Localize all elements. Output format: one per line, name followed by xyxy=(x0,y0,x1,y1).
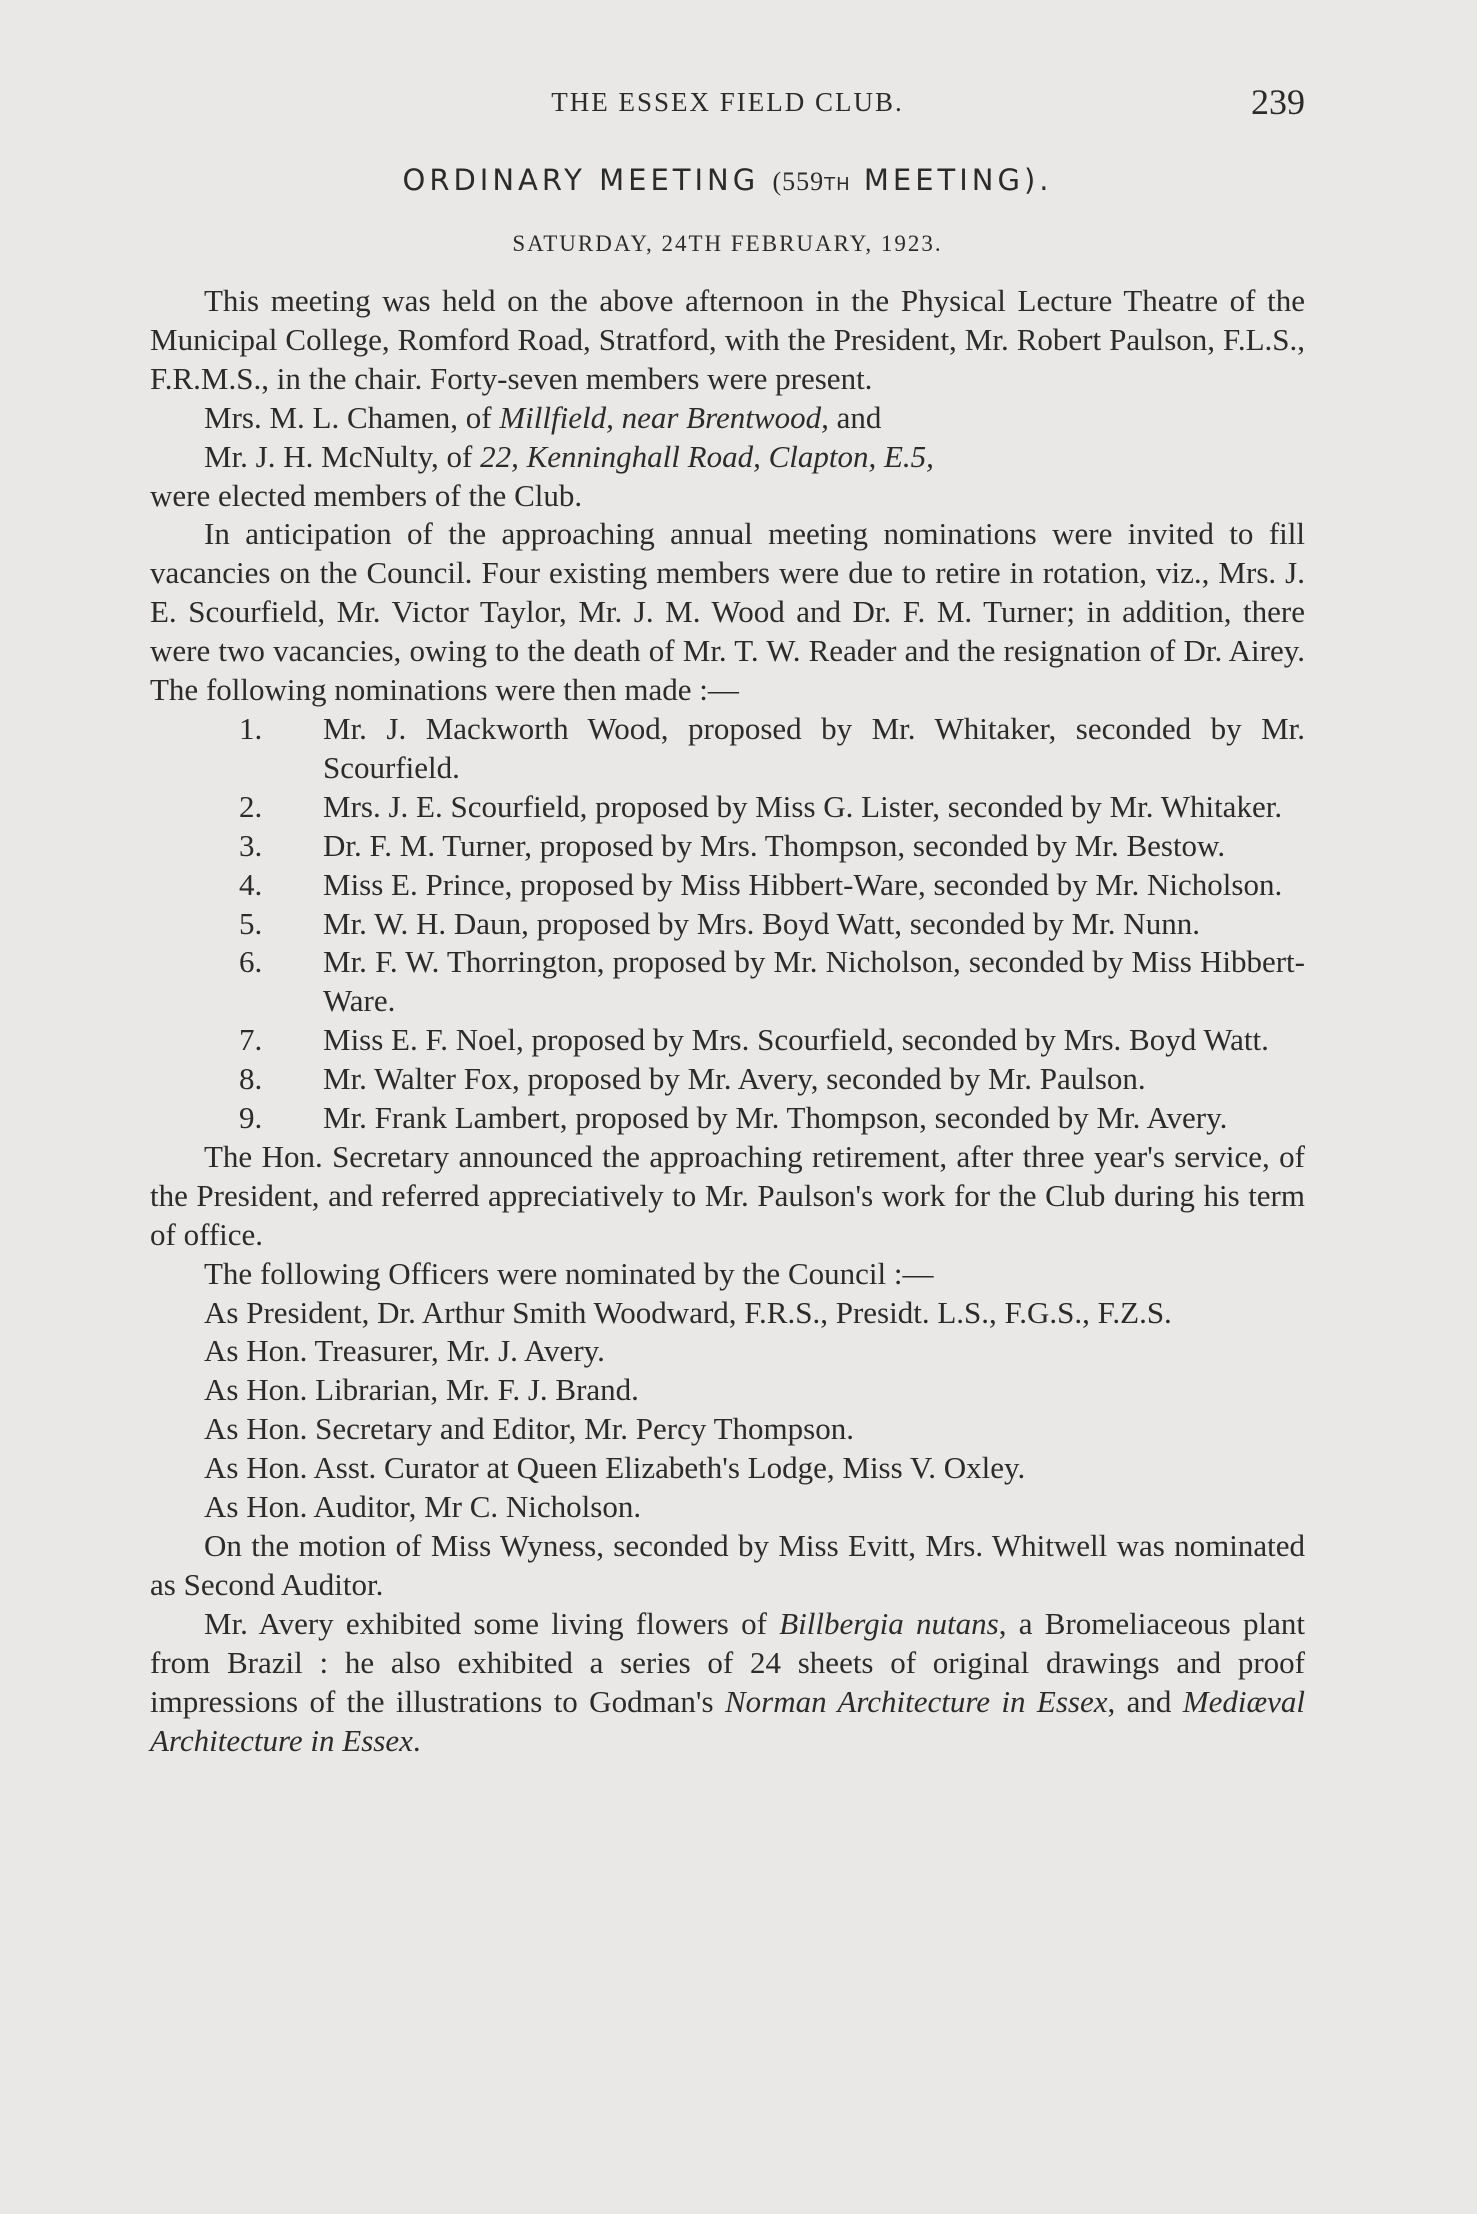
nomination-item xyxy=(150,866,1305,905)
elected-member-1 xyxy=(150,399,1305,438)
species-name: Billbergia nutans xyxy=(779,1605,999,1641)
nomination-number: 3. xyxy=(239,827,263,863)
heading-main: ORDINARY MEETING xyxy=(402,163,760,197)
elected-address: Millfield, near Brentwood, xyxy=(499,399,829,435)
nomination-text: Miss E. Prince, proposed by Miss Hibbert-Ware, seconded by Mr. Nicholson. xyxy=(323,866,1283,902)
meeting-date: SATURDAY, 24TH FEBRUARY, 1923. xyxy=(512,231,943,256)
nominations-list xyxy=(150,710,1305,1138)
elected-name: Mr. J. H. McNulty, of xyxy=(204,438,481,474)
elected-name: Mrs. M. L. Chamen, of xyxy=(204,399,500,435)
exhibit-text: . xyxy=(412,1722,421,1758)
officer-auditor: As Hon. Auditor, Mr C. Nicholson. xyxy=(204,1489,642,1525)
nomination-number: 9. xyxy=(239,1100,263,1136)
nomination-item xyxy=(150,1060,1305,1099)
nomination-item xyxy=(150,905,1305,944)
heading-ordinal: TH xyxy=(824,174,851,195)
exhibit-text: Mr. Avery exhibited some living flowers of xyxy=(204,1605,780,1641)
nomination-item xyxy=(150,943,1305,1021)
nomination-number: 2. xyxy=(239,788,263,824)
nomination-number: 8. xyxy=(239,1061,263,1097)
officer-treasurer: As Hon. Treasurer, Mr. J. Avery. xyxy=(204,1333,605,1369)
nomination-item xyxy=(150,1099,1305,1138)
elected-member-2 xyxy=(150,438,1305,477)
nomination-number: 1. xyxy=(239,710,263,746)
nomination-number: 4. xyxy=(239,866,263,902)
elected-close: were elected members of the Club. xyxy=(150,477,583,513)
officers-intro: The following Officers were nominated by the Council :— xyxy=(204,1255,934,1291)
nomination-text: Dr. F. M. Turner, proposed by Mrs. Thompson, seconded by Mr. Bestow. xyxy=(323,827,1226,863)
nomination-item xyxy=(150,788,1305,827)
nomination-text: Mr. J. Mackworth Wood, proposed by Mr. Whitaker, seconded by Mr. Scourfield. xyxy=(323,710,1305,785)
officer-secretary: As Hon. Secretary and Editor, Mr. Percy Thompson. xyxy=(204,1411,854,1447)
book-title: Mediæval Architecture in Essex xyxy=(150,1683,1306,1758)
nomination-number: 6. xyxy=(239,944,263,980)
book-title: Norman Architecture in Essex xyxy=(724,1683,1108,1719)
nomination-number: 5. xyxy=(239,905,263,941)
nomination-text: Mrs. J. E. Scourfield, proposed by Miss G. Lister, seconded by Mr. Whitaker. xyxy=(323,788,1283,824)
body-text xyxy=(150,282,1305,1760)
officer-curator: As Hon. Asst. Curator at Queen Elizabeth's Lodge, Miss V. Oxley. xyxy=(204,1450,1026,1486)
anticipation-paragraph: In anticipation of the approaching annual meeting nominations were invited to fill vacancies on the Council. Four existing members were due to retire in rotation, viz., Mrs. J. E. Scourfield, Mr. Victor Taylor, Mr. J. M. Wood and Dr. F. M. Turner; in addition, there were two vacancies, owing to the death of Mr. T. W. Reader and the resignation of Dr. Airey. The following nominations were then made :— xyxy=(150,516,1305,708)
nomination-text: Mr. F. W. Thorrington, proposed by Mr. Nicholson, seconded by Miss Hibbert-Ware. xyxy=(323,944,1305,1019)
heading-rest: MEETING). xyxy=(863,163,1053,197)
nomination-text: Mr. Walter Fox, proposed by Mr. Avery, seconded by Mr. Paulson. xyxy=(323,1061,1146,1097)
exhibit-text: , a Bromeliaceous plant from Brazil : he also exhibited a series of 24 sheets of original drawings and proof impressions of the illustrations to Godman's xyxy=(150,1605,1305,1719)
elected-tail: and xyxy=(828,399,882,435)
intro-paragraph: This meeting was held on the above afternoon in the Physical Lecture Theatre of the Municipal College, Romford Road, Stratford, with the President, Mr. Robert Paulson, F.L.S., F.R.M.S., in the chair. Forty-seven members were present. xyxy=(150,283,1305,396)
page-number: 239 xyxy=(1251,82,1305,122)
nomination-text: Mr. W. H. Daun, proposed by Mrs. Boyd Watt, seconded by Mr. Nunn. xyxy=(323,905,1200,941)
officer-president: As President, Dr. Arthur Smith Woodward, F.R.S., Presidt. L.S., F.G.S., F.Z.S. xyxy=(204,1294,1172,1330)
exhibit-text: , and xyxy=(1107,1683,1183,1719)
heading-number: (559 xyxy=(772,167,825,196)
retirement-paragraph: The Hon. Secretary announced the approaching retirement, after three year's service, of the President, and referred appreciatively to Mr. Paulson's work for the Club during his term of office. xyxy=(150,1138,1305,1252)
nomination-text: Miss E. F. Noel, proposed by Mrs. Scourfield, seconded by Mrs. Boyd Watt. xyxy=(323,1022,1269,1058)
nomination-item xyxy=(150,827,1305,866)
exhibit-paragraph xyxy=(150,1605,1305,1761)
officer-librarian: As Hon. Librarian, Mr. F. J. Brand. xyxy=(204,1372,639,1408)
nomination-item xyxy=(150,1021,1305,1060)
nomination-number: 7. xyxy=(239,1022,263,1058)
meeting-heading xyxy=(150,160,1305,205)
elected-address: 22, Kenninghall Road, Clapton, E.5, xyxy=(480,438,934,474)
nomination-item xyxy=(150,710,1305,788)
auditor-motion-paragraph: On the motion of Miss Wyness, seconded by Miss Evitt, Mrs. Whitwell was nominated as Second Auditor. xyxy=(150,1528,1305,1602)
nomination-text: Mr. Frank Lambert, proposed by Mr. Thompson, seconded by Mr. Avery. xyxy=(323,1100,1228,1136)
running-head xyxy=(150,82,1305,132)
running-title: THE ESSEX FIELD CLUB. xyxy=(551,87,904,117)
